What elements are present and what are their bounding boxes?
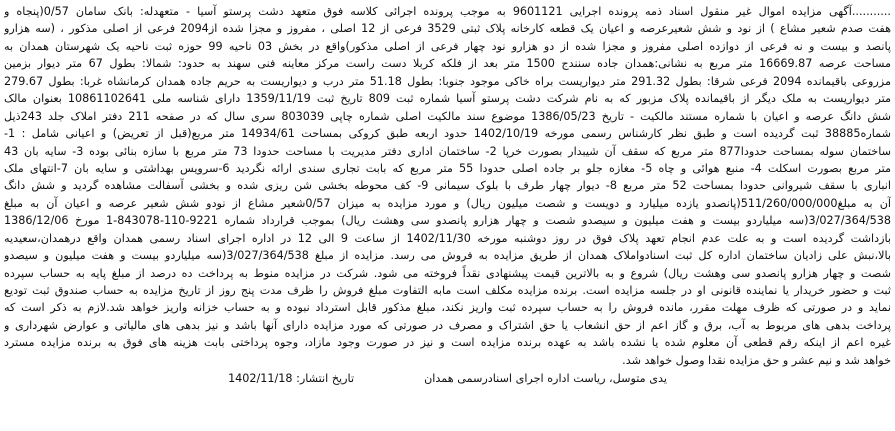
notice-line: ثبت و حضور خریدار یا نماینده قانونی او در جلسه مزایده است. برنده مزایده مکلف است مابه التفاوت مبلغ فروش را ظرف مدت پنج روز از تاریخ مزایده به حساب صندوق ثبت تودیع [4, 284, 891, 297]
notice-line: مزروعی باقیمانده 2094 فرعی شرقا: بطول 291.32 متر دیواریست براه خاکی موجود جنوبا: بطول 51.18 متر درب و دیواریست به حریم جاده همدان کرمانشاه غربا: بطول 279.67 [4, 74, 891, 88]
notice-line: مساحت عرصه 16669.87 متر مربع به نشانی:همدان جاده سنندج 1500 متر بعد از فلکه کربلا دست راست مرکز معاینه فنی سهند به حدود: شمالا: بطول 67 متر دیوار بزمین [4, 57, 891, 71]
notice-line: ساختمان سوله بمساحت حدودا877 متر مربع که سقف آن شیبدار بصورت خرپا 2- ساختمان اداری دفتر مدیریت با مساحت حدودا 73 متر مربع با سازه بنائی بوده 3- سایه بان 43 [4, 144, 891, 158]
notice-line: 3/027/364/538(سه میلیاردو بیست و هفت میلیون و سیصدو شصت و چهار هزارو پانصدو سی وهشت ریال) بموجب قرارداد شماره 9221-110-843078-1 مورخ 1386/12/06 [4, 214, 891, 228]
notice-line: نماید و در صورتی که ظرف مهلت مقرر، مانده فروش را به حساب سپرده ثبت واریز نکند، مبلغ مذکور قابل استرداد نبوده و به حساب خزانه واریز خواهد شد.لازم به ذکر است که [4, 301, 891, 315]
notice-line: متر مربع بصورت اسکلت 4- منبع هوائی و چاه 5- مغازه جلو بر جاده اصلی حدودا 55 متر مربع که بابت تجاری سندی ارائه نگردید 6-سرویس بهداشتی و سایه بان 7-انتهای ملک [4, 161, 891, 175]
notice-line: غیره اعم از اینکه رقم قطعی آن معلوم شده یا نشده باشد به عهده برنده مزایده است و نیز در صورت وجود مازاد، وجوه پرداختی بابت هزینه های فوق به برنده مزایده مسترد [4, 336, 891, 350]
notice-line: شماره38885 ثبت گردیده است و طبق نظر کارشناس رسمی مورخه 1402/10/19 حدود اربعه طبق کروکی بمساحت 14934/61 متر مربع(قبل از تعریض) و اعیانی شامل : 1- [4, 127, 891, 141]
notice-line: پانصد و بیست و نه فرعی از دوازده اصلی مفروز و مجزا شده از دو هزارو نود چهار فرعی از اصلی مذکور)واقع در بخش 03 ناحیه 99 حوزه ثبت ناحیه یک شهرستان همدان به [4, 39, 891, 53]
notice-line: بازداشت گردیده است و به علت عدم انجام تعهد پلاک فوق در روز دوشنبه مورخه 1402/11/30 از ساعت 9 الی 12 در اداره اجرای اسناد رسمی همدان واقع درهمدان،سعیدیه [4, 231, 891, 245]
publish-date: تاریخ انتشار: 1402/11/18 [228, 372, 355, 386]
notice-line: خواهد شد و نیم عشر و حق مزایده نقدا وصول خواهد شد. [622, 353, 891, 367]
notice-line: شش دانگ عرصه و اعیان با شماره مستند مالکیت - تاریخ 1386/05/23 موضوع سند مالکیت اصلی شماره چاپی 803039 سری سال که در صفحه 211 دفتر املاک جلد 243ذیل [4, 109, 891, 123]
signature-line: یدی متوسل، ریاست اداره اجرای اسنادرسمی همدان [424, 372, 667, 386]
notice-line: شصت و چهار هزارو پانصدو سی وهشت ریال) شروع و به بالاترین قیمت پیشنهادی نقداً فروخته می شود. شرکت در مزایده منوط به پرداخت ده درصد از مبلغ پایه به حساب سپرده [4, 266, 891, 280]
notice-line: بالا،نبش علی زادیان ساختمان اداره کل ثبت اسنادواملاک همدان از طریق مزایده به فروش می رسد. مزایده از مبلغ 3/027/364/538(سه میلیاردو بیست و هفت میلیون و سیصدو [4, 249, 891, 263]
notice-line: انباری با سقف شیروانی حدودا بمساحت 52 متر مربع 8- دیوار چهار طرف با بلوک سیمانی 9- کف محوطه بخشی شن ریزی شده و بخشی آسفالت مشاهده گردید و شش دانگ [4, 179, 891, 193]
notice-line: متر دیواریست به ملک دیگر از باقیمانده پلاک مزبور که به نام شرکت دشت پرستو آسیا شماره ثبت 809 تاریخ ثبت 1359/11/19 دارای شناسه ملی 10861102641 بعنوان مالک [4, 92, 891, 106]
notice-footer [4, 370, 891, 388]
notice-line: ...........آگهی مزایده اموال غیر منقول اسناد ذمه پرونده اجرایی 9601121 به موجب پرونده اجرائی کلاسه فوق متعهد دشت پرستو آسیا - متعهدله: بانک سامان 0/57(پنجاه و [4, 5, 891, 18]
notice-line: پرداخت بدهی های مربوط به آب، برق و گاز اعم از حق انشعاب یا حق اشتراک و مصرف در صورتی که مورد مزایده دارای آنها باشد و نیز بدهی های مالیاتی و عوارض شهرداری و [4, 318, 891, 332]
notice-body [4, 3, 891, 369]
notice-line: هفت صدم شعیر مشاع ) از نود و شش شعیرعرصه و اعیان یک قطعه کارخانه پلاک ثبتی 3529 فرعی از 12 اصلی ، مفروز و مجزا شده از2094 فرعی از اصلی مذکور ، (سه هزارو [4, 22, 891, 36]
notice-line: آن به مبلغ511/260/000/000(پانصدو یازده میلیارد و دویست و شصت میلیون ریال) و مورد مزایده به میزان 0/57شعیر مشاع از نودو شش شعیر عرصه و اعیان آن به مبلغ [4, 196, 891, 210]
